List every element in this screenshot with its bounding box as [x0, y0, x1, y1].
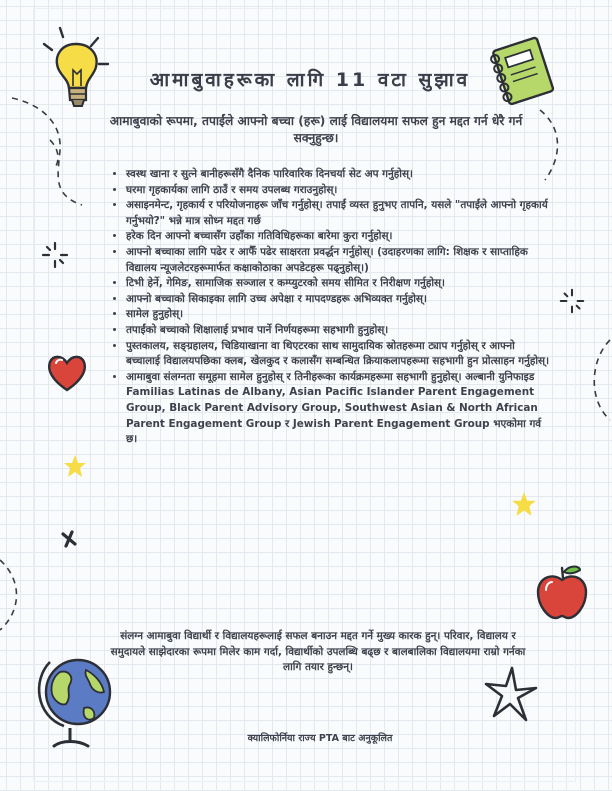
- tips-list: [110, 167, 550, 448]
- list-item: • पुस्तकालय, सङ्ग्रहालय, चिडियाखाना वा थिएटरका साथ सामुदायिक स्रोतहरूमा ट्याप गर्नुहोस् र आफ्नो बच्चालाई विद्यालयपछिका क्लब, खेलकुद र कलासँग सम्बन्धित क्रियाकलापहरूमा सहभागी हुन प्रोत्साहन गर्नुहोस्।: [126, 339, 550, 370]
- list-item: • आफ्नो बच्चाको सिकाइका लागि उच्च अपेक्षा र मापदण्डहरू अभिव्यक्त गर्नुहोस्।: [126, 292, 550, 308]
- list-item: • स्वस्थ खाना र सुत्ने बानीहरूसँगै दैनिक पारिवारिक दिनचर्या सेट अप गर्नुहोस्।: [126, 167, 550, 183]
- list-item: • आफ्नो बच्चाका लागि पढेर र आफैँ पढेर साक्षरता प्रवर्द्धन गर्नुहोस्। (उदाहरणका लागि: शिक्षक र साप्ताहिक विद्यालय न्यूजलेटरहरूमार्फत कक्षाकोठाका अपडेटहरू पढ्नुहोस्।): [126, 245, 550, 276]
- list-item: • घरमा गृहकार्यका लागि ठाउँ र समय उपलब्ध गराउनुहोस्।: [126, 183, 550, 199]
- closing-text: संलग्न आमाबुवा विद्यार्थी र विद्यालयहरूलाई सफल बनाउन मद्दत गर्ने मुख्य कारक हुन्। परिवार, विद्यालय र समुदायले साझेदारका रूपमा मिलेर काम गर्दा, विद्यार्थीको उपलब्धि बढ्छ र बालबालिका विद्यालयमा राम्रो गर्नका लागि तयार हुन्छन्।: [110, 630, 526, 674]
- page-title: आमाबुवाहरूका लागि 11 वटा सुझाव: [149, 69, 471, 91]
- list-item: • हरेक दिन आफ्नो बच्चासँग उहाँका गतिविधिहरूका बारेमा कुरा गर्नुहोस्।: [126, 229, 550, 245]
- list-item: • असाइनमेन्ट, गृहकार्य र परियोजनाहरू जाँच गर्नुहोस्। तपाईं व्यस्त हुनुभए तापनि, यसले "तपाईंले आफ्नो गृहकार्य गर्नुभयो?" भन्ने मात्र सोध्न मद्दत गर्छ: [126, 198, 550, 229]
- list-item: • तपाईंको बच्चाको शिक्षालाई प्रभाव पार्ने निर्णयहरूमा सहभागी हुनुहोस्।: [126, 323, 550, 339]
- list-item: • आमाबुवा संलग्नता समूहमा सामेल हुनुहोस् र तिनीहरूका कार्यक्रमहरूमा सहभागी हुनुहोस्। अल्बानी युनिफाइड Familias Latinas de Albany, Asian Pacific Islander Parent Engagement Group, Black Parent Advisory Group, Southwest Asian & North African Parent Engagement Group र Jewish Parent Engagement Group भएकोमा गर्व छ।: [126, 370, 550, 448]
- list-item: • सामेल हुनुहोस्।: [126, 307, 550, 323]
- list-item: • टिभी हेर्ने, गेमिङ, सामाजिक सञ्जाल र कम्प्युटरको समय सीमित र निरीक्षण गर्नुहोस्।: [126, 276, 550, 292]
- credit-text: क्यालिफोर्निया राज्य PTA बाट अनुकूलित: [247, 733, 393, 744]
- intro-text: आमाबुवाको रूपमा, तपाईंले आफ्नो बच्चा (हरू) लाई विद्यालयमा सफल हुन मद्दत गर्न धेरै गर्न सक्नुहुन्छ।: [109, 114, 523, 145]
